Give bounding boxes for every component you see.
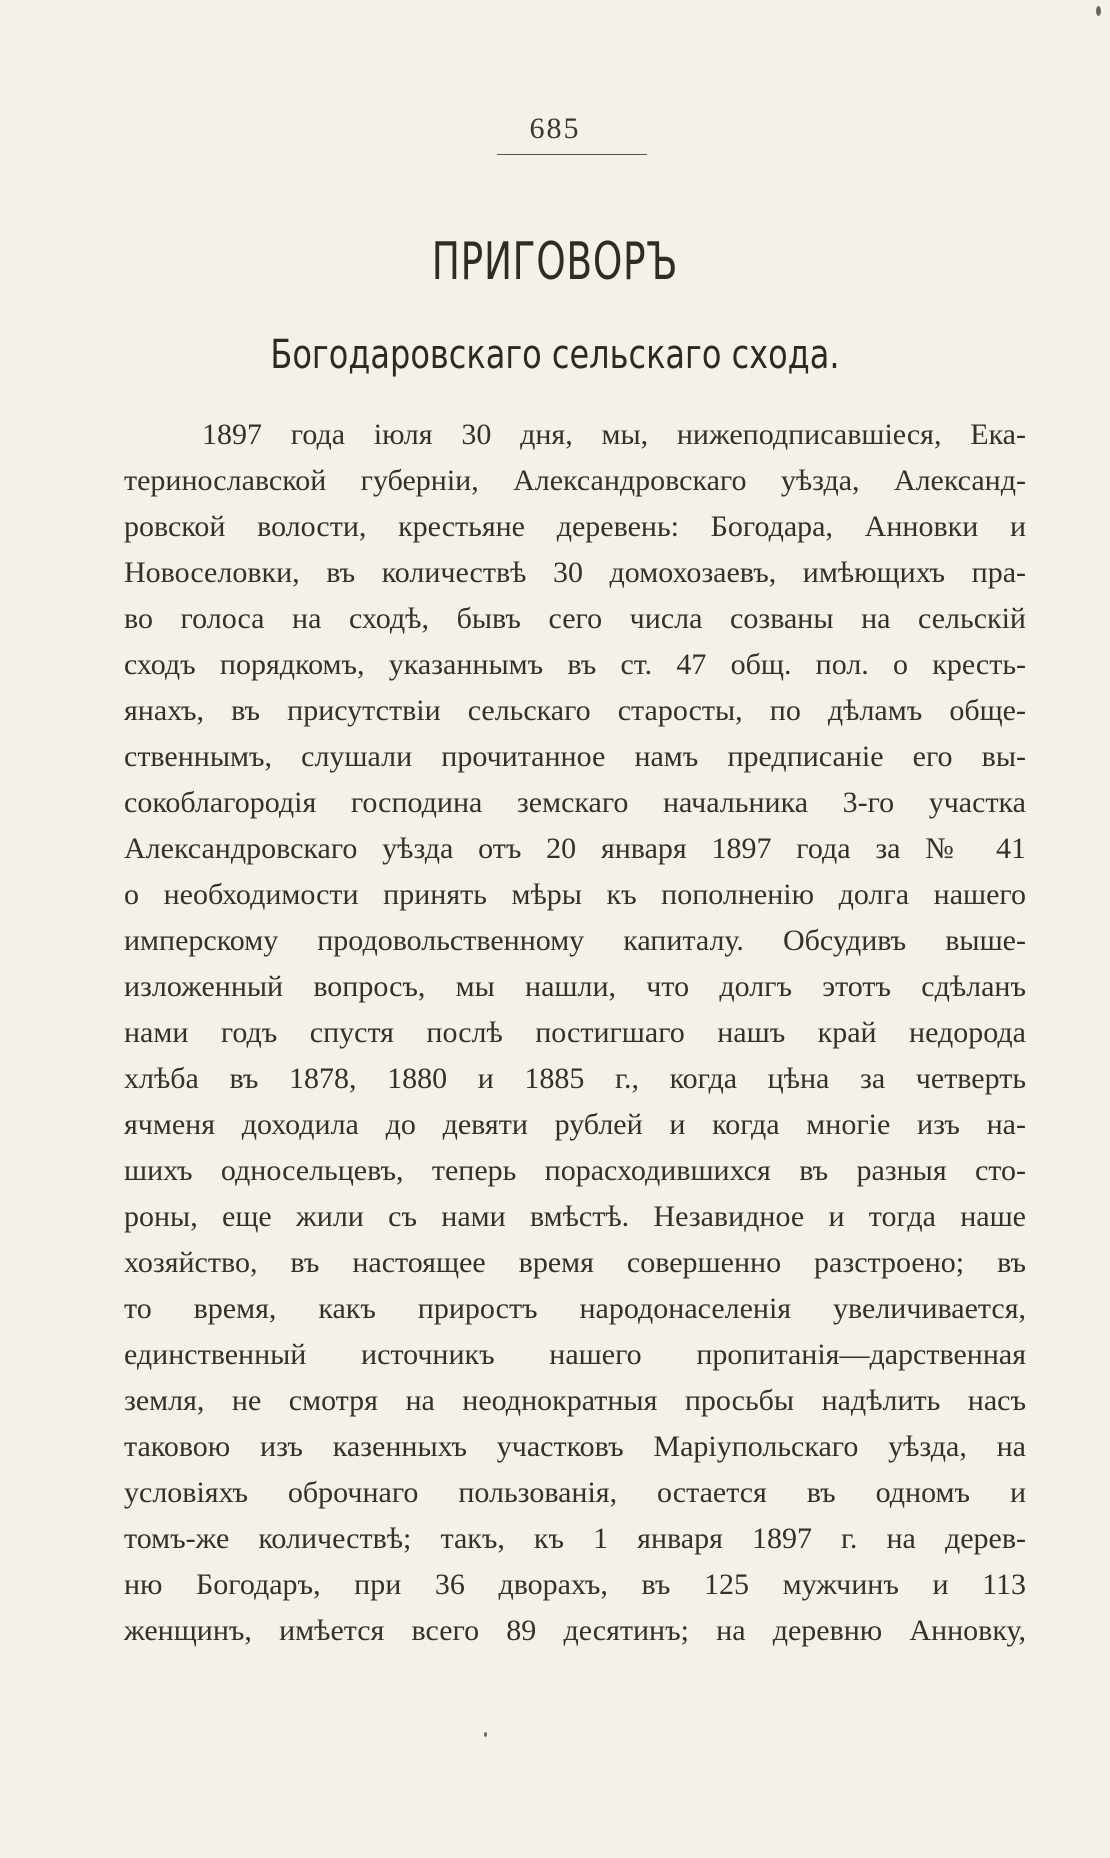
text-line: сокоблагородія господина земскаго начальника 3-го участка bbox=[124, 786, 1026, 819]
text-line: хозяйство, въ настоящее время совершенно разстроено; въ bbox=[124, 1246, 1026, 1279]
paper-speck bbox=[484, 1732, 487, 1737]
text-line: сходъ порядкомъ, указаннымъ въ ст. 47 общ. пол. о кресть- bbox=[124, 648, 1026, 681]
document-title: ПРИГОВОРЪ bbox=[431, 232, 679, 292]
text-line: 1897 года іюля 30 дня, мы, нижеподписавшіеся, Ека- bbox=[202, 418, 1026, 451]
text-line: имперскому продовольственному капиталу. Обсудивъ выше- bbox=[124, 924, 1026, 957]
text-line: изложенный вопросъ, мы нашли, что долгъ этотъ сдѣланъ bbox=[124, 970, 1026, 1003]
text-line: ячменя доходила до девяти рублей и когда многіе изъ на- bbox=[124, 1108, 1026, 1141]
document-subtitle: Богодаровскаго сельскаго схода. bbox=[270, 332, 840, 378]
text-line: ровской волости, крестьяне деревень: Богодара, Анновки и bbox=[124, 510, 1026, 543]
text-line: таковою изъ казенныхъ участковъ Маріупольскаго уѣзда, на bbox=[124, 1430, 1026, 1463]
text-line: хлѣба въ 1878, 1880 и 1885 г., когда цѣна за четверть bbox=[124, 1062, 1026, 1095]
text-line: единственный источникъ нашего пропитанія—дарственная bbox=[124, 1338, 1026, 1371]
text-line: ственнымъ, слушали прочитанное намъ предписаніе его вы- bbox=[124, 740, 1026, 773]
text-line: роны, еще жили съ нами вмѣстѣ. Незавидное и тогда наше bbox=[124, 1200, 1026, 1233]
text-line: земля, не смотря на неоднократныя просьбы надѣлить насъ bbox=[124, 1384, 1026, 1417]
page-number: 685 bbox=[529, 112, 581, 145]
text-line: Новоселовки, въ количествѣ 30 домохозаевъ, имѣющихъ пра- bbox=[124, 556, 1026, 589]
text-line: томъ-же количествѣ; такъ, къ 1 января 1897 г. на дерев- bbox=[124, 1522, 1026, 1555]
text-line: шихъ односельцевъ, теперь порасходившихся въ разныя сто- bbox=[124, 1154, 1026, 1187]
text-line: янахъ, въ присутствіи сельскаго старосты, по дѣламъ обще- bbox=[124, 694, 1026, 727]
text-line: о необходимости принять мѣры къ пополненію долга нашего bbox=[124, 878, 1026, 911]
text-line: Александровскаго уѣзда отъ 20 января 1897 года за № 41 bbox=[124, 832, 1026, 865]
text-line: теринославской губерніи, Александровскаго уѣзда, Александ- bbox=[124, 464, 1026, 497]
text-line: женщинъ, имѣется всего 89 десятинъ; на деревню Анновку, bbox=[124, 1614, 1026, 1647]
text-line: ню Богодаръ, при 36 дворахъ, въ 125 мужчинъ и 113 bbox=[124, 1568, 1026, 1601]
body-text bbox=[124, 412, 1026, 1654]
text-line: нами годъ спустя послѣ постигшаго нашъ край недорода bbox=[124, 1016, 1026, 1049]
text-line: то время, какъ приростъ народонаселенія увеличивается, bbox=[124, 1292, 1026, 1325]
text-line: условіяхъ оброчнаго пользованія, остается въ одномъ и bbox=[124, 1476, 1026, 1509]
page-number-rule bbox=[497, 154, 647, 155]
text-line: во голоса на сходѣ, бывъ сего числа созваны на сельскій bbox=[124, 602, 1026, 635]
paper-speck bbox=[1096, 6, 1101, 16]
